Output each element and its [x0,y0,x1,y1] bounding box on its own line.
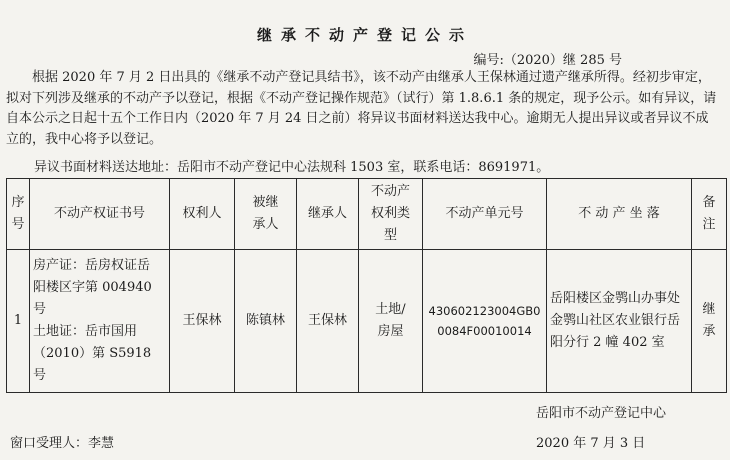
cell-unit-number: 430602123004GB0 0084F00010014 [423,250,547,393]
cell-heir: 王保林 [297,250,359,393]
header-unit-number: 不动产单元号 [423,179,547,250]
table-header-row [7,179,727,250]
window-receiver: 窗口受理人：李慧 [10,436,115,451]
issue-date: 2020 年 7 月 3 日 [536,436,646,451]
notice-body-paragraph: 根据 2020 年 7 月 2 日出具的《继承不动产登记具结书》，该不动产由继承人王保林通过遗产继承所得。经初步审定，拟对下列涉及继承的不动产予以登记，根据《不动产登记操作规范》（试行）第 1.8.6.1 条的规定，现予公示。如有异议，请自本公示之日起十五个工作日内（2020 年 7 月 24 日之前）将异议书面材料送达我中心。逾期无人提出异议或者异议不成立的，我中心将予以登记。 [6,70,717,147]
header-location: 不 动 产 坐 落 [547,179,692,250]
cell-owner: 王保林 [170,250,235,393]
header-seq: 序 号 [7,179,30,250]
cell-seq: 1 [7,250,30,393]
header-decedent: 被继 承人 [235,179,297,250]
objection-address-line: 异议书面材料送达地址：岳阳市不动产登记中心法规科 1503 室，联系电话：8691971。 [34,160,550,175]
header-right-type: 不动产 权利类 型 [359,179,423,250]
issuing-organization: 岳阳市不动产登记中心 [536,406,667,421]
cell-decedent: 陈镇林 [235,250,297,393]
header-owner: 权利人 [170,179,235,250]
notice-title: 继承不动产登记公示 [256,26,473,44]
table-row [7,250,727,393]
cell-right-type: 土地/ 房屋 [359,250,423,393]
cell-remark: 继 承 [692,250,727,393]
cell-location: 岳阳楼区金鹗山办事处金鹗山社区农业银行岳阳分行 2 幢 402 室 [547,250,692,393]
notice-serial-number: 编号:（2020）继 285 号 [473,53,622,68]
cell-cert-number: 房产证：岳房权证岳 阳楼区字第 004940 号 土地证：岳市国用 （2010）第 S5918 号 [30,250,170,393]
header-remark: 备 注 [692,179,727,250]
registration-table [6,178,727,393]
header-heir: 继承人 [297,179,359,250]
header-cert-number: 不动产权证书号 [30,179,170,250]
